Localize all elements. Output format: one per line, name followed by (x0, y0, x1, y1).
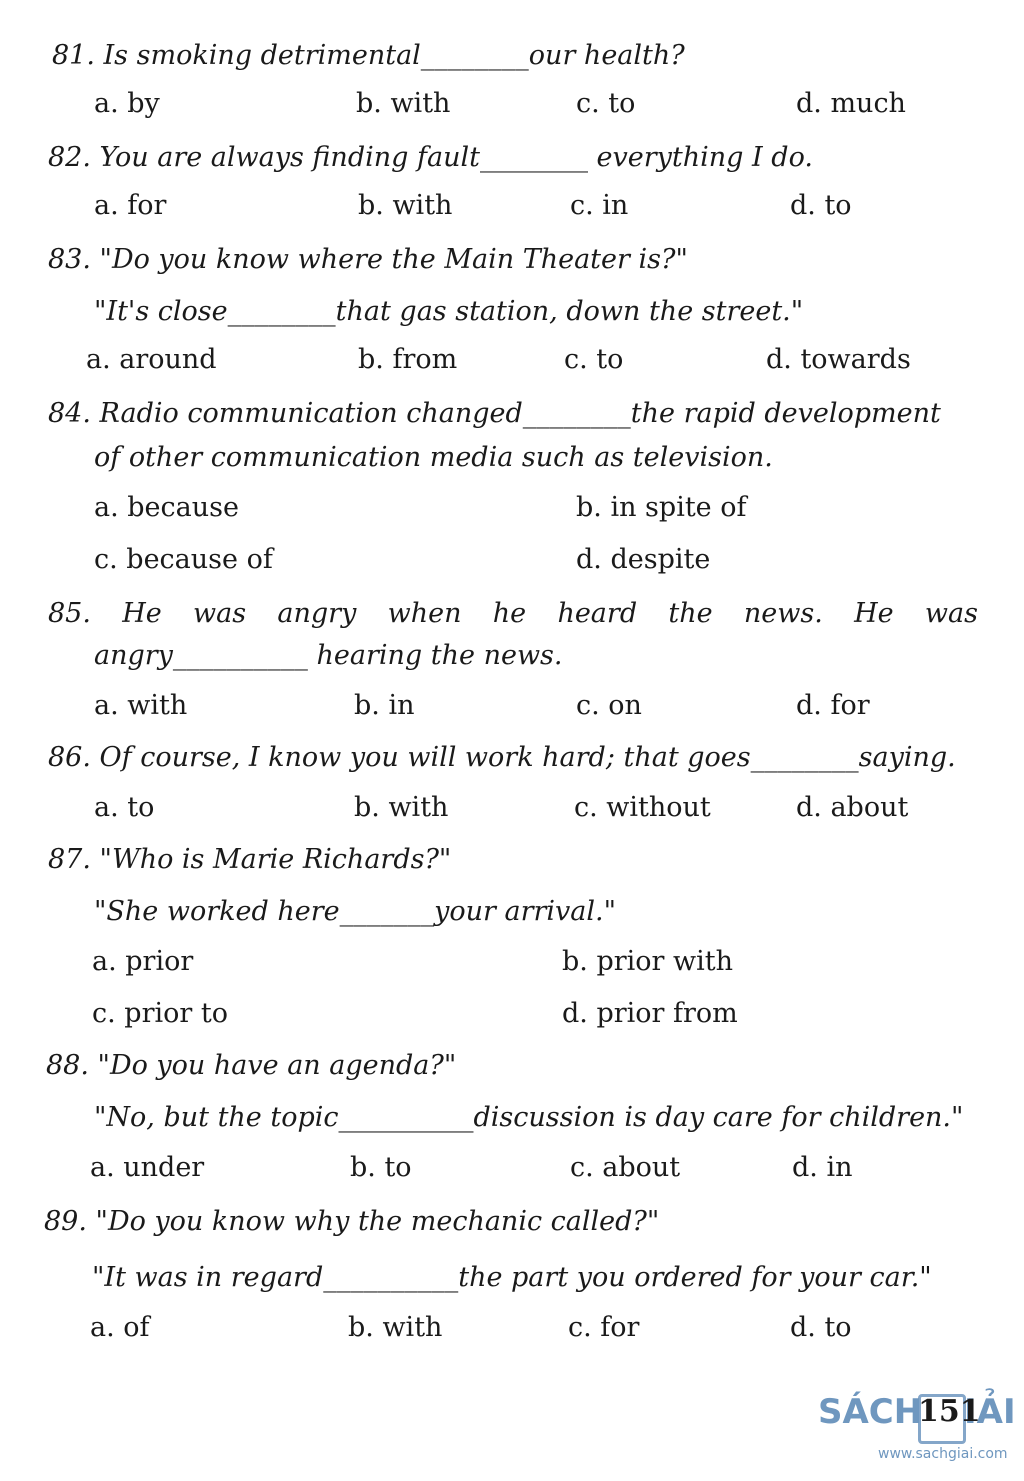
option-a[interactable]: a. under (90, 1152, 205, 1183)
question-88-stem-line2: "No, but the topic__________discussion is day care for children." (94, 1102, 964, 1133)
option-b[interactable]: b. in (354, 690, 415, 721)
option-a[interactable]: a. for (94, 190, 167, 221)
option-b[interactable]: b. with (356, 88, 451, 119)
question-86-stem: 86. Of course, I know you will work hard; that goes________saying. (48, 742, 956, 773)
option-c[interactable]: c. to (576, 88, 636, 119)
option-c[interactable]: c. about (570, 1152, 681, 1183)
option-b[interactable]: b. prior with (562, 946, 734, 977)
option-d[interactable]: d. about (796, 792, 909, 823)
question-81-stem: 81. Is smoking detrimental________our health? (52, 40, 685, 71)
option-c[interactable]: c. because of (94, 544, 273, 575)
question-84-stem-line2: of other communication media such as television. (94, 442, 773, 473)
page-number: 151 (918, 1394, 981, 1429)
question-85-stem-line2: angry__________ hearing the news. (94, 640, 563, 671)
question-82-stem: 82. You are always finding fault________ everything I do. (48, 142, 813, 173)
question-81-options (0, 88, 1024, 128)
question-87-stem-line2: "She worked here_______your arrival." (94, 896, 617, 927)
question-87-stem: 87. "Who is Marie Richards?" (48, 844, 452, 875)
option-c[interactable]: c. on (576, 690, 642, 721)
option-b[interactable]: b. from (358, 344, 458, 375)
question-87-options-row1 (0, 946, 1024, 986)
option-d[interactable]: d. for (796, 690, 870, 721)
option-a[interactable]: a. with (94, 690, 188, 721)
option-a[interactable]: a. because (94, 492, 239, 523)
watermark-url: www.sachgiai.com (878, 1446, 1008, 1462)
watermark-brand-right: IẢI (964, 1392, 1016, 1432)
option-d[interactable]: d. to (790, 1312, 852, 1343)
option-c[interactable]: c. to (564, 344, 624, 375)
option-c[interactable]: c. without (574, 792, 711, 823)
question-84-options-row2 (0, 544, 1024, 584)
option-a[interactable]: a. by (94, 88, 160, 119)
option-b[interactable]: b. with (354, 792, 449, 823)
question-86-options (0, 792, 1024, 832)
option-c[interactable]: c. prior to (92, 998, 228, 1029)
question-88-stem: 88. "Do you have an agenda?" (46, 1050, 457, 1081)
option-b[interactable]: b. in spite of (576, 492, 747, 523)
question-89-stem: 89. "Do you know why the mechanic called?" (44, 1206, 660, 1237)
option-d[interactable]: d. prior from (562, 998, 738, 1029)
question-83-stem-line2: "It's close________that gas station, down the street." (94, 296, 804, 327)
option-d[interactable]: d. to (790, 190, 852, 221)
watermark-brand-left: SÁCH (818, 1392, 923, 1432)
option-d[interactable]: d. in (792, 1152, 853, 1183)
option-b[interactable]: b. with (348, 1312, 443, 1343)
question-89-options (0, 1312, 1024, 1352)
question-85-stem: 85. He was angry when he heard the news. He was (48, 598, 978, 629)
option-d[interactable]: d. towards (766, 344, 911, 375)
option-a[interactable]: a. around (86, 344, 217, 375)
option-b[interactable]: b. with (358, 190, 453, 221)
question-82-options (0, 190, 1024, 230)
question-83-options (0, 344, 1024, 384)
question-84-stem: 84. Radio communication changed________the rapid development (48, 398, 941, 429)
option-a[interactable]: a. prior (92, 946, 194, 977)
option-d[interactable]: d. despite (576, 544, 711, 575)
question-85-options (0, 690, 1024, 730)
option-c[interactable]: c. for (568, 1312, 640, 1343)
question-87-options-row2 (0, 998, 1024, 1038)
option-a[interactable]: a. to (94, 792, 155, 823)
question-88-options (0, 1152, 1024, 1192)
option-a[interactable]: a. of (90, 1312, 150, 1343)
option-d[interactable]: d. much (796, 88, 906, 119)
question-84-options-row1 (0, 492, 1024, 532)
question-83-stem: 83. "Do you know where the Main Theater is?" (48, 244, 688, 275)
option-b[interactable]: b. to (350, 1152, 412, 1183)
question-89-stem-line2: "It was in regard__________the part you ordered for your car." (92, 1262, 932, 1293)
option-c[interactable]: c. in (570, 190, 629, 221)
